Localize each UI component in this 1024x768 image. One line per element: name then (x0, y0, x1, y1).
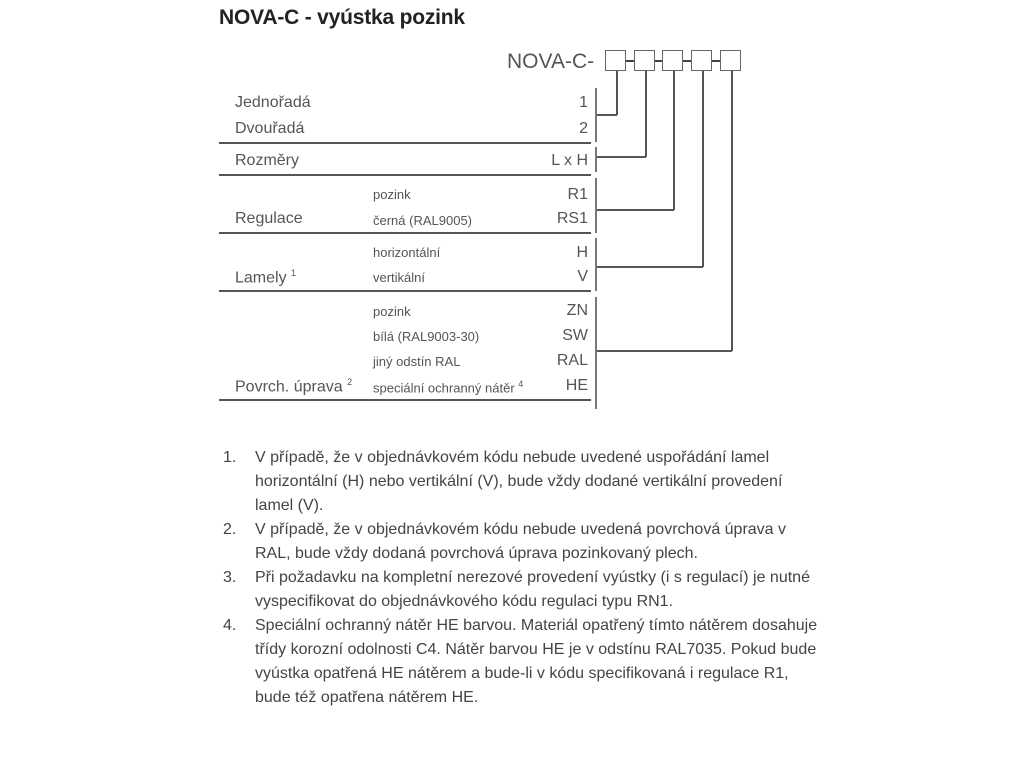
connector-2-h (596, 156, 646, 158)
code-prefix: NOVA-C- (507, 50, 595, 73)
connector-2 (645, 71, 647, 157)
code-value: SW (562, 327, 588, 344)
connector-1-h (596, 114, 617, 116)
footnote-number: 1. (223, 449, 237, 466)
connector-3-h (596, 209, 674, 211)
footnote-text: Při požadavku na kompletní nerezové provedení vyústky (i s regulací) je nutné vyspecifikovat do objednávkového kódu regulaci typu RN1. (255, 569, 810, 610)
footnote-number: 3. (223, 569, 237, 586)
footnote-ref: 1 (291, 268, 297, 278)
connector-1 (616, 71, 618, 115)
connector-5 (731, 71, 733, 351)
code-box-3 (662, 50, 683, 71)
bracket-3 (595, 178, 597, 233)
divider (219, 174, 591, 176)
connector-4 (702, 71, 704, 267)
label-text: Povrch. úprava (235, 378, 343, 396)
option-label: pozink (373, 187, 411, 202)
footnote-number: 4. (223, 617, 237, 634)
footnote-text: Speciální ochranný nátěr HE barvou. Materiál opatřený tímto nátěrem dosahuje třídy korozní odolnosti C4. Nátěr barvou HE je v odstínu RAL7035. Pokud bude vyústka opatřená HE nátěrem a bude-li v kódu specifikovaná i regulace R1, bude též opatřena nátěrem HE. (255, 617, 818, 706)
code-box-5 (720, 50, 741, 71)
divider (219, 142, 591, 144)
option-text: speciální ochranný nátěr (373, 380, 515, 396)
option-label: bílá (RAL9003-30) (373, 329, 480, 344)
footnote-text: V případě, že v objednávkovém kódu nebude uvedené uspořádání lamel horizontální (H) nebo vertikální (V), bude vždy dodané vertikální provedení lamel (V). (255, 449, 783, 514)
code-value: RAL (556, 352, 588, 369)
row-label: Regulace (235, 210, 303, 227)
footnotes (223, 446, 823, 710)
code-value: R1 (567, 186, 588, 203)
footnote-ref: 2 (347, 377, 353, 387)
footnote-text: V případě, že v objednávkovém kódu nebude uvedená povrchová úprava v RAL, bude vždy dodaná povrchová úprava pozinkovaný plech. (255, 521, 787, 562)
connector-3 (673, 71, 675, 210)
code-value: 1 (579, 94, 588, 111)
row-label (235, 377, 352, 396)
divider (219, 399, 591, 401)
code-value: ZN (566, 302, 588, 319)
footnote-item (223, 566, 823, 614)
footnote-item (223, 446, 823, 518)
label-text: Lamely (235, 269, 287, 287)
code-value: HE (565, 377, 588, 394)
box-link (626, 60, 634, 62)
divider (219, 290, 591, 292)
row-label (235, 268, 296, 287)
code-value: RS1 (556, 210, 588, 227)
option-label: vertikální (373, 270, 426, 285)
bracket-1 (595, 88, 597, 142)
bracket-4 (595, 238, 597, 291)
box-link (683, 60, 691, 62)
footnote-number: 2. (223, 521, 237, 538)
option-label: horizontální (373, 245, 441, 260)
footnote-item (223, 518, 823, 566)
box-link (655, 60, 662, 62)
box-link (712, 60, 720, 62)
option-label: černá (RAL9005) (373, 213, 472, 228)
page-title: NOVA-C - vyústka pozink (219, 6, 465, 29)
row-label: Rozměry (235, 152, 300, 169)
code-value: V (577, 268, 588, 285)
divider (219, 232, 591, 234)
row-label: Dvouřadá (235, 120, 305, 137)
option-label (373, 379, 523, 395)
code-value: L x H (551, 152, 588, 169)
connector-4-h (596, 266, 703, 268)
code-box-1 (605, 50, 626, 71)
option-label: pozink (373, 304, 411, 319)
code-value: H (576, 244, 588, 261)
bracket-2 (595, 147, 597, 172)
bracket-5 (595, 297, 597, 409)
option-label: jiný odstín RAL (373, 354, 461, 369)
row-label: Jednořadá (235, 94, 311, 111)
connector-5-h (596, 350, 732, 352)
code-value: 2 (579, 120, 588, 137)
code-box-2 (634, 50, 655, 71)
code-box-4 (691, 50, 712, 71)
footnote-item (223, 614, 823, 710)
footnote-ref: 4 (518, 379, 524, 389)
